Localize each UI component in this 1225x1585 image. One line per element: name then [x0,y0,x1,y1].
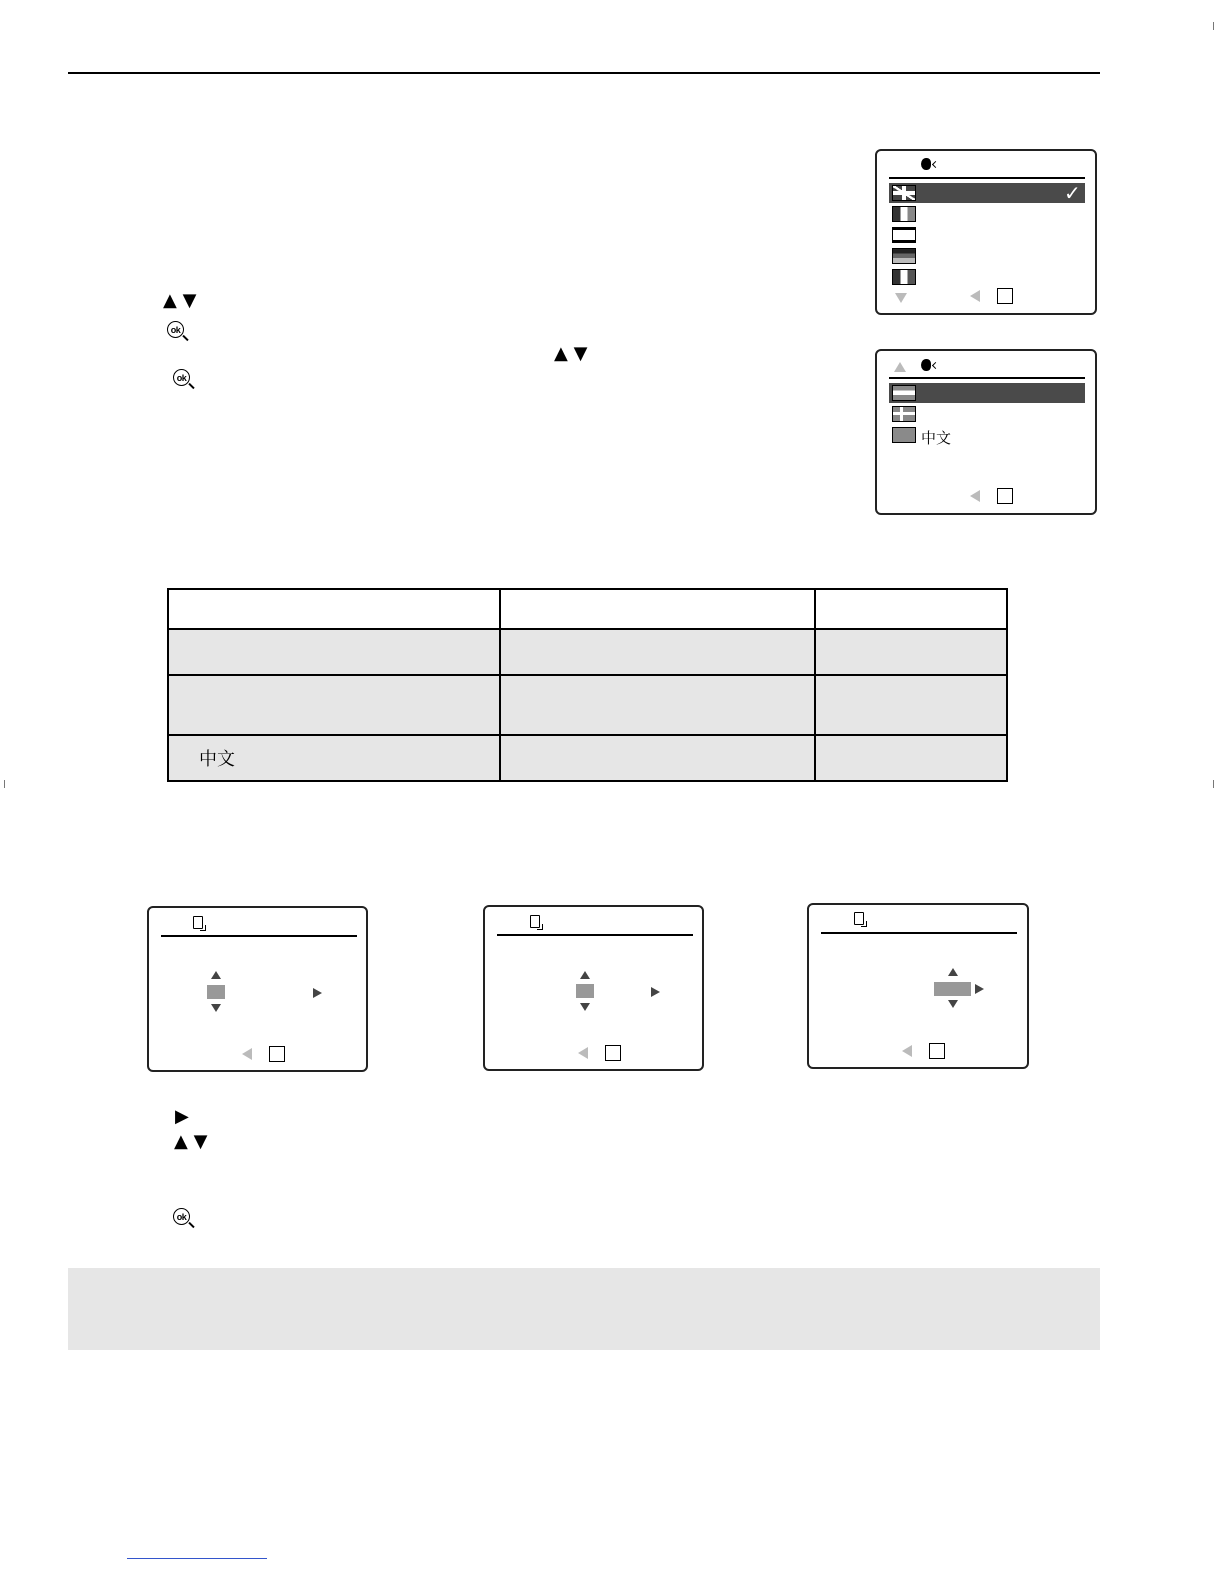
menu-button-icon[interactable] [997,488,1013,504]
screen-divider [821,932,1017,934]
language-icon [921,158,931,170]
next-field-arrow-icon[interactable] [651,987,660,997]
selected-field[interactable] [207,985,225,999]
table-cell-chinese: 中文 [168,735,500,781]
memo-icon [193,916,203,929]
selected-field[interactable] [576,984,594,998]
memo-icon [530,915,540,928]
next-field-arrow-icon[interactable] [975,984,984,994]
language-menu-screen-2 [875,349,1097,515]
scroll-up-icon[interactable] [894,362,906,372]
table-cell [500,675,815,735]
netherlands-flag-icon[interactable] [892,385,916,401]
right-arrow-icon: ▶ [175,1106,189,1127]
menu-button-icon[interactable] [997,288,1013,304]
menu-button-icon[interactable] [929,1043,945,1059]
table-cell [500,735,815,781]
decrement-arrow-icon[interactable] [948,1000,958,1008]
language-icon [921,359,931,371]
china-flag-icon[interactable] [892,427,916,443]
back-arrow-icon[interactable] [970,490,980,502]
datetime-screen-1 [147,906,368,1072]
note-box [68,1268,1100,1350]
datetime-screen-3 [807,903,1029,1069]
next-field-arrow-icon[interactable] [313,988,322,998]
header-rule [68,72,1100,74]
back-arrow-icon[interactable] [970,290,980,302]
germany-flag-icon[interactable] [892,248,916,264]
memo-icon [854,912,864,925]
increment-arrow-icon[interactable] [948,968,958,976]
white-flag-icon[interactable] [892,227,916,243]
sweden-flag-icon[interactable] [892,406,916,422]
table-cell [500,629,815,675]
table-cell [815,735,1007,781]
uk-flag-icon[interactable] [892,185,916,201]
table-cell [500,589,815,629]
table-cell [168,629,500,675]
screen-divider [889,177,1085,179]
table-cell [815,629,1007,675]
chinese-label[interactable]: 中文 [921,429,952,447]
crop-mark-top-right [1213,22,1214,30]
footer-link[interactable] [127,1558,267,1559]
table-cell [168,675,500,735]
back-arrow-icon[interactable] [242,1048,252,1060]
ok-button-icon: ok [167,321,184,338]
back-arrow-icon[interactable] [578,1047,588,1059]
screen-divider [889,377,1085,379]
ok-button-icon: ok [173,1208,190,1225]
up-down-arrows-icon: ▲ ▼ [163,290,197,311]
menu-button-icon[interactable] [269,1046,285,1062]
screen-divider [161,935,357,937]
france-flag-icon[interactable] [892,269,916,285]
table-cell [815,589,1007,629]
increment-arrow-icon[interactable] [580,971,590,979]
ok-button-icon: ok [173,369,190,386]
language-table [167,588,1008,782]
table-cell [815,675,1007,735]
checkmark-icon: ✓ [1064,181,1081,205]
scroll-down-icon[interactable] [895,293,907,303]
crop-mark-left [4,780,5,788]
language-menu-screen-1 [875,149,1097,315]
menu-button-icon[interactable] [605,1045,621,1061]
table-cell [168,589,500,629]
back-arrow-icon[interactable] [902,1045,912,1057]
decrement-arrow-icon[interactable] [211,1004,221,1012]
increment-arrow-icon[interactable] [211,971,221,979]
selected-field[interactable] [934,982,971,996]
up-down-arrows-inline-icon: ▲ ▼ [554,343,588,364]
datetime-screen-2 [483,905,704,1071]
italy-flag-icon[interactable] [892,206,916,222]
selection-highlight [889,183,1085,203]
up-down-arrows-icon: ▲ ▼ [174,1131,208,1152]
crop-mark-right [1213,780,1214,788]
screen-divider [497,934,693,936]
decrement-arrow-icon[interactable] [580,1003,590,1011]
selection-highlight [889,383,1085,403]
